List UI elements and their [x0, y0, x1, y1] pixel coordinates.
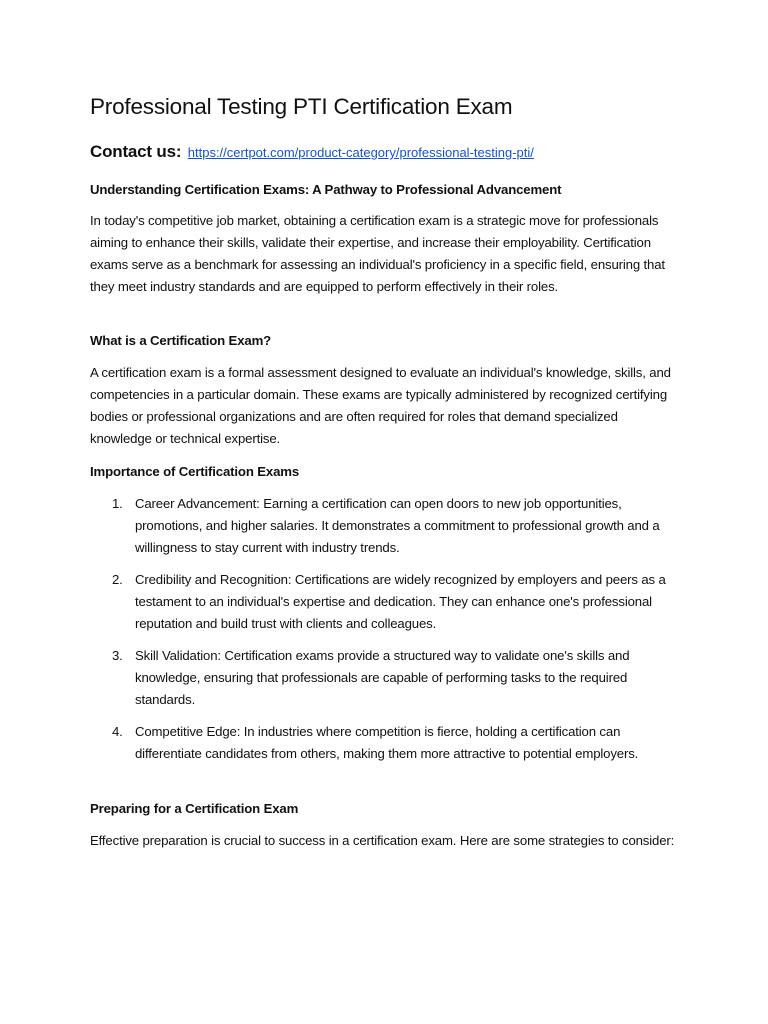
section-body-what-is: A certification exam is a formal assessment designed to evaluate an individual's knowledge, skills, and competencies in a particular domain. These exams are typically administered by recognized certifying bodies or professional organizations and are often required for roles that demand specialized knowledge or technical expertise.	[90, 365, 671, 446]
document-title: Professional Testing PTI Certification Exam	[90, 94, 513, 119]
list-item-number: 1.	[112, 496, 123, 511]
list-item	[90, 721, 680, 765]
list-item-text: Credibility and Recognition: Certifications are widely recognized by employers and peers as a testament to an individual's expertise and dedication. They can enhance one's professional reputation and build trust with clients and colleagues.	[135, 572, 666, 631]
list-item-number: 2.	[112, 572, 123, 587]
section-heading-understanding: Understanding Certification Exams: A Pathway to Professional Advancement	[90, 182, 562, 197]
section-body-preparing: Effective preparation is crucial to success in a certification exam. Here are some strategies to consider:	[90, 833, 675, 848]
contact-link[interactable]: https://certpot.com/product-category/professional-testing-pti/	[187, 145, 534, 160]
section-heading-preparing: Preparing for a Certification Exam	[90, 801, 299, 816]
list-item	[90, 645, 680, 711]
list-item	[90, 493, 680, 559]
list-item-number: 3.	[112, 648, 123, 663]
contact-line	[90, 142, 534, 162]
list-item-text: Skill Validation: Certification exams provide a structured way to validate one's skills and knowledge, ensuring that professionals are capable of performing tasks to the required standards.	[135, 648, 630, 707]
section-heading-importance: Importance of Certification Exams	[90, 464, 300, 479]
list-item-text: Competitive Edge: In industries where competition is fierce, holding a certification can differentiate candidates from others, making them more attractive to potential employers.	[135, 724, 639, 761]
list-item-number: 4.	[112, 724, 123, 739]
section-heading-what-is: What is a Certification Exam?	[90, 333, 272, 348]
contact-label: Contact us:	[90, 142, 182, 161]
importance-list	[90, 493, 680, 775]
list-item-text: Career Advancement: Earning a certification can open doors to new job opportunities, promotions, and higher salaries. It demonstrates a commitment to professional growth and a willingness to stay current with industry trends.	[135, 496, 660, 555]
section-body-understanding: In today's competitive job market, obtaining a certification exam is a strategic move for professionals aiming to enhance their skills, validate their expertise, and increase their employability. Certification exams serve as a benchmark for assessing an individual's proficiency in a specific field, ensuring that they meet industry standards and are equipped to perform effectively in their roles.	[90, 213, 665, 294]
list-item	[90, 569, 680, 635]
